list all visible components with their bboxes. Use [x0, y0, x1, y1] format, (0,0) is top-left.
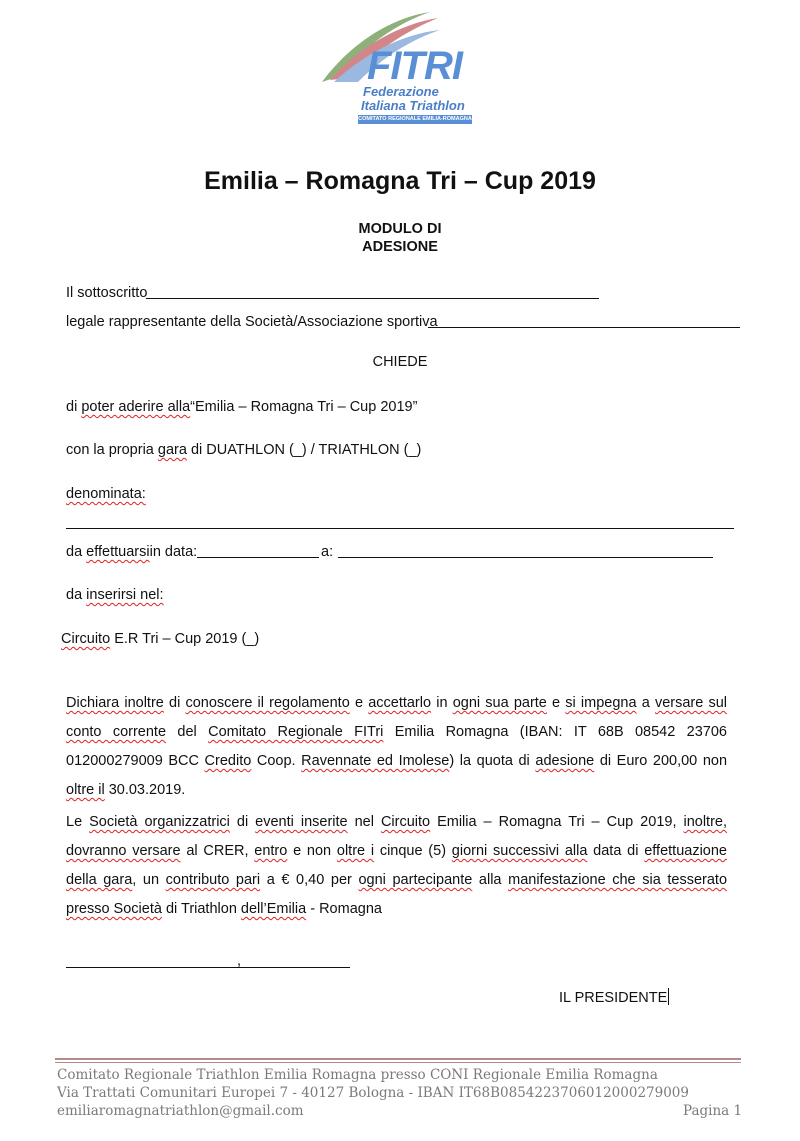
paragraph-segment: Comitato Regionale FITri: [208, 724, 384, 740]
paragraph-segment: alla: [472, 872, 509, 888]
field-societa[interactable]: [428, 327, 740, 328]
label-legale-rappresentante: legale rappresentante della Società/Associazione sportiva: [66, 314, 438, 330]
paragraph-segment: versare sul conto corrente: [66, 695, 728, 740]
text-inserirsi-nel: inserirsi nel:: [86, 587, 164, 603]
paragraph-segment: si impegna: [565, 695, 637, 711]
signature-comma: ,: [237, 953, 242, 969]
paragraph-segment: accettarlo: [368, 695, 432, 711]
paragraph-segment: contributo pari: [165, 872, 261, 888]
text-effettuarsi: effettuarsi: [86, 544, 150, 560]
text-cursor: [668, 988, 669, 1005]
label-il-presidente: [559, 988, 669, 1007]
paragraph-segment: conoscere il regolamento: [185, 695, 350, 711]
paragraph-segment: di: [229, 814, 256, 830]
paragraph-segment: adesione: [535, 753, 595, 769]
field-sottoscritto[interactable]: [146, 298, 599, 299]
footer-line1: Comitato Regionale Triathlon Emilia Romagna presso CONI Regionale Emilia Romagna: [57, 1067, 658, 1083]
label-sottoscritto: Il sottoscritto: [66, 285, 148, 301]
logo-band: COMITATO REGIONALE EMILIA-ROMAGNA: [358, 116, 472, 122]
paragraph-segment: Società organizzatrici: [89, 814, 230, 830]
paragraph-segment: dell’Emilia: [240, 901, 307, 917]
paragraph-segment: data di: [587, 843, 645, 859]
text-gara: gara: [157, 442, 187, 458]
line-circuito: [61, 630, 259, 648]
paragraph-segment: effettuazione della gara: [66, 843, 727, 888]
paragraph-segment: manifestazione che sia tesserato presso Società: [66, 872, 728, 917]
paragraph-segment: Circuito: [380, 814, 431, 830]
paragraph-segment: di Euro 200,00 non: [594, 753, 728, 769]
subtitle-line2: ADESIONE: [362, 239, 438, 255]
label-a: a:: [321, 544, 334, 560]
paragraph-segment: ogni partecipante: [358, 872, 473, 888]
paragraph-segment: Ravennate ed Imolese: [301, 753, 450, 769]
paragraph-segment: nel: [347, 814, 381, 830]
paragraph-segment: eventi inserite: [255, 814, 348, 830]
footer-divider-thin: [55, 1062, 741, 1063]
footer-divider: [55, 1058, 741, 1060]
paragraph-segment: entro: [254, 843, 288, 859]
paragraph-segment: Emilia Romagna (IBAN: IT 68B 08542 23706 012000279009 BCC: [66, 724, 727, 769]
paragraph-societa-organizzatrici: [66, 808, 727, 924]
text-da: da: [66, 544, 83, 560]
field-a[interactable]: [338, 557, 713, 558]
paragraph-segment: Le: [66, 814, 90, 830]
label-denominata: [66, 485, 146, 503]
field-luogo-data[interactable]: [66, 967, 350, 968]
logo-wordmark: FITRI: [367, 44, 462, 88]
label-chiede: CHIEDE: [372, 354, 428, 370]
paragraph-segment: ogni sua parte: [452, 695, 547, 711]
text-circuito: Circuito: [61, 631, 111, 647]
paragraph-segment: in: [431, 695, 453, 711]
paragraph-segment: cinque (5): [374, 843, 452, 859]
paragraph-segment: Dichiara inoltre: [66, 695, 164, 711]
logo-italiana-triathlon: Italiana Triathlon: [361, 98, 465, 113]
paragraph-segment: Coop.: [251, 753, 302, 769]
paragraph-segment: a: [636, 695, 655, 711]
paragraph-segment: 30.03.2019.: [104, 782, 186, 798]
text-er-tri-cup: E.R Tri – Cup 2019 (_): [114, 631, 260, 647]
text-con-la-propria: con la propria: [66, 442, 154, 458]
text-in-data: in data:: [149, 544, 198, 560]
paragraph-segment: oltre il: [66, 782, 105, 798]
line-data: [66, 543, 197, 561]
footer-email: emiliaromagnatriathlon@gmail.com: [57, 1103, 304, 1119]
paragraph-segment: - Romagna: [306, 901, 382, 917]
logo-federazione: Federazione: [363, 84, 439, 99]
text-poter-aderire: poter aderire alla: [81, 399, 191, 415]
paragraph-segment: Credito: [204, 753, 252, 769]
document-title: Emilia – Romagna Tri – Cup 2019: [204, 167, 596, 195]
text-cup-name: “Emilia – Romagna Tri – Cup 2019”: [190, 399, 418, 415]
paragraph-segment: al CRER,: [180, 843, 255, 859]
line-inserirsi: [66, 586, 164, 604]
text-il-presidente: IL PRESIDENTE: [559, 990, 668, 1006]
field-data[interactable]: [197, 557, 319, 558]
paragraph-segment: giorni successivi alla: [451, 843, 588, 859]
paragraph-segment: del: [166, 724, 209, 740]
paragraph-segment: e: [546, 695, 566, 711]
subtitle-line1: MODULO DI: [358, 221, 442, 237]
paragraph-segment: di Triathlon: [161, 901, 241, 917]
paragraph-segment: Emilia – Romagna Tri – Cup 2019,: [430, 814, 684, 830]
paragraph-segment: e: [349, 695, 369, 711]
line-gara: [66, 441, 421, 459]
paragraph-segment: , un: [132, 872, 166, 888]
text-duathlon-triathlon: di DUATHLON (_) / TRIATHLON (_): [190, 442, 422, 458]
paragraph-segment: a € 0,40 per: [260, 872, 359, 888]
footer-line2: Via Trattati Comunitari Europei 7 - 40127 Bologna - IBAN IT68B0854223706012000279009: [57, 1085, 689, 1101]
field-denominata[interactable]: [66, 528, 734, 529]
footer-page-number: Pagina 1: [683, 1103, 743, 1119]
paragraph-segment: oltre i: [336, 843, 375, 859]
paragraph-segment: ) la quota di: [449, 753, 536, 769]
text-da-2: da: [66, 587, 83, 603]
paragraph-dichiara: [66, 689, 727, 805]
text-denominata: denominata:: [66, 486, 146, 502]
paragraph-segment: inoltre, dovranno versare: [66, 814, 727, 859]
text-di: di: [66, 399, 78, 415]
paragraph-segment: e non: [287, 843, 337, 859]
paragraph-segment: di: [163, 695, 186, 711]
line-aderire: [66, 398, 417, 416]
